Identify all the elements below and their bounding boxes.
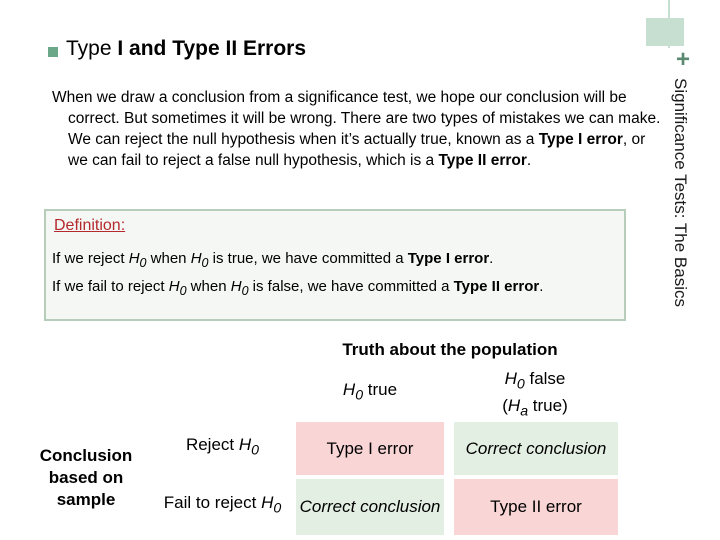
row-header-conclusion: Conclusion based on sample [39, 446, 133, 509]
def2-text-c: is false, we have committed a [248, 278, 454, 295]
cell-correct-fail: Correct conclusion [296, 479, 444, 535]
cell-type1-error: Type I error [296, 422, 444, 475]
bullet-square-icon [48, 47, 58, 57]
cell-type2-error: Type II error [454, 479, 618, 535]
def2-text-b: when [186, 278, 231, 295]
intro-paragraph [52, 87, 668, 171]
h0-subscript: 0 [273, 500, 282, 517]
ha-subscript: a [520, 403, 529, 420]
def1-end: . [489, 250, 494, 267]
definition-label: Definition: [54, 217, 126, 234]
definition-line-2 [52, 277, 612, 301]
h0-subscript: 0 [516, 376, 525, 392]
h0-symbol: H [504, 368, 517, 388]
cell-correct-reject: Correct conclusion [454, 422, 618, 475]
row-label-reject [160, 436, 285, 460]
row-label-fail-to-reject [150, 480, 295, 532]
intro-text-2: , or we can fail to reject a false null hypothesis, which is a [68, 131, 646, 169]
truth-header: Truth about the population [342, 340, 558, 359]
def2-end: . [539, 278, 544, 295]
h0-symbol: H [342, 380, 356, 400]
h0-subscript: 0 [355, 387, 364, 404]
h0-subscript: 0 [201, 256, 209, 270]
heading-first-word: Type [66, 37, 112, 60]
h0-symbol: H [168, 278, 180, 295]
col-true-label: true [363, 380, 398, 400]
def2-text-a: If we fail to reject [52, 278, 169, 295]
intro-text-1: When we draw a conclusion from a significance test, we hope our conclusion will be correct. But sometimes it will be wrong. There are two types of mistakes we can make. We can reject the null hypothesis when it’s actually true, known as a [52, 89, 661, 148]
paren-close: true) [528, 396, 568, 415]
slide-heading [66, 37, 306, 61]
def1-text-b: when [146, 250, 191, 267]
col-header-h0-false [460, 370, 610, 420]
h0-symbol: H [230, 278, 242, 295]
h0-symbol: H [128, 250, 140, 267]
h0-subscript: 0 [179, 284, 187, 298]
def1-text-c: is true, we have committed a [208, 250, 408, 267]
h0-symbol: H [238, 435, 252, 455]
definition-box [44, 209, 626, 321]
h0-symbol: H [190, 250, 202, 267]
def1-text-a: If we reject [52, 250, 129, 267]
h0-subscript: 0 [241, 284, 249, 298]
accent-block [646, 18, 684, 46]
reject-label: Reject [185, 435, 239, 455]
intro-type2-term: Type II error [438, 152, 527, 169]
h0-subscript: 0 [139, 256, 147, 270]
paren-open: ( [502, 396, 508, 415]
col-header-h0-true [300, 378, 440, 408]
col-false-label: false [524, 368, 566, 388]
ha-symbol: H [507, 396, 521, 415]
intro-type1-term: Type I error [538, 131, 623, 148]
def1-term: Type I error [407, 250, 490, 267]
h0-symbol: H [261, 493, 274, 513]
h0-subscript: 0 [251, 442, 260, 459]
def2-term: Type II error [453, 278, 540, 295]
definition-line-1 [52, 249, 612, 273]
heading-rest: I and Type II Errors [111, 37, 307, 60]
fail-label: Fail to reject [163, 493, 262, 513]
intro-text-3: . [526, 152, 532, 169]
plus-icon: + [676, 46, 691, 73]
side-title: Significance Tests: The Basics [671, 78, 690, 307]
